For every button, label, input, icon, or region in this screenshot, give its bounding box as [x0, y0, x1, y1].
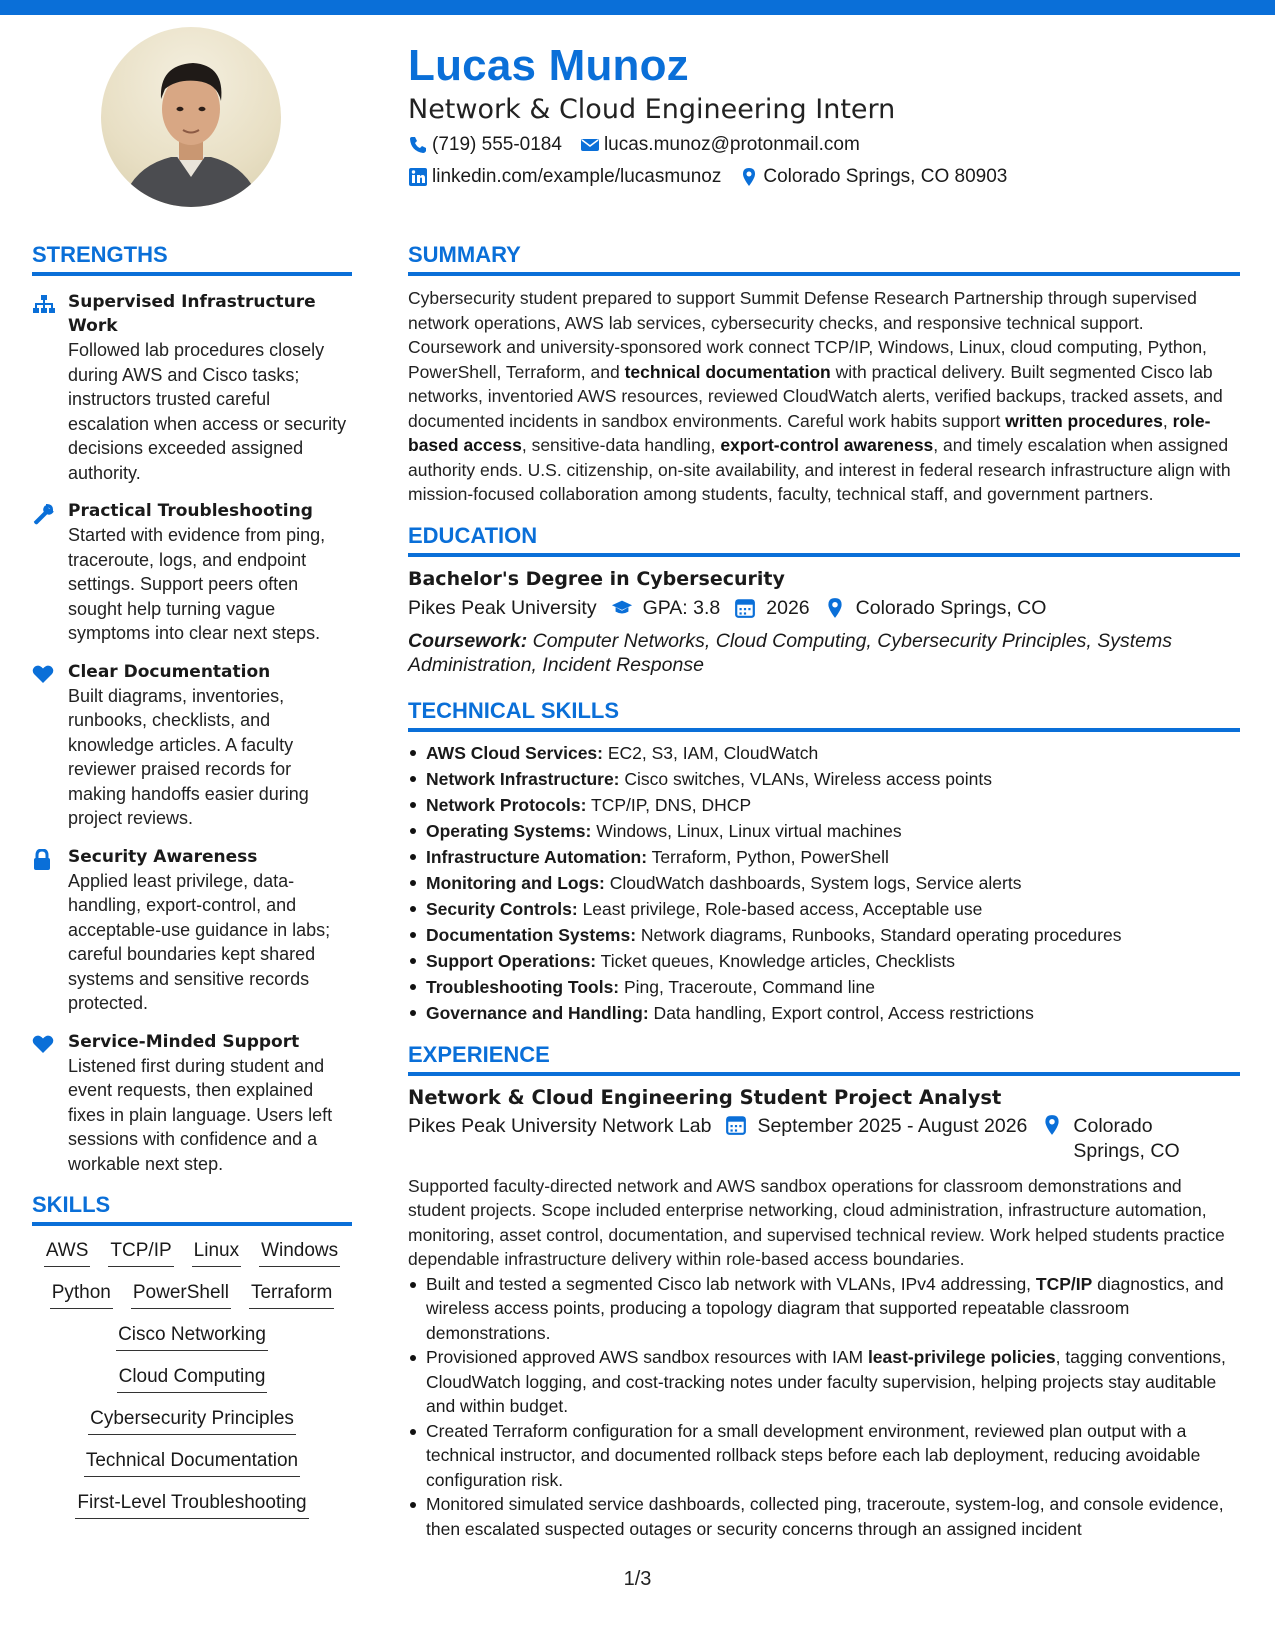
strength-item	[32, 660, 352, 831]
skill-tag: Cloud Computing	[117, 1364, 268, 1393]
strength-title: Security Awareness	[68, 846, 258, 867]
technical-skills-heading: TECHNICAL SKILLS	[408, 696, 1240, 732]
technical-skill-value: Least privilege, Role-based access, Acceptable use	[577, 898, 983, 919]
strength-desc: Listened first during student and event requests, then explained fixes in plain language. Users left sessions with confidence and a workable next step.	[68, 1055, 333, 1174]
summary-emphasis: export-control awareness	[720, 435, 934, 455]
linkedin-text: linkedin.com/example/lucasmunoz	[432, 166, 722, 187]
graduation-year	[734, 593, 809, 623]
right-column	[408, 240, 1240, 1541]
linkedin-icon	[408, 167, 428, 187]
strength-title: Practical Troubleshooting	[68, 501, 313, 521]
skill-tag: TCP/IP	[108, 1238, 173, 1267]
employer-text: Pikes Peak University Network Lab	[408, 1114, 712, 1137]
strengths-list	[32, 290, 352, 1176]
technical-skill-label: Troubleshooting Tools:	[426, 976, 620, 997]
technical-skill-item	[408, 974, 1240, 1000]
technical-skill-value: EC2, S3, IAM, CloudWatch	[603, 742, 819, 763]
phone-text: (719) 555-0184	[432, 134, 562, 155]
technical-skill-item	[408, 1000, 1240, 1026]
skill-tag: Windows	[259, 1238, 340, 1267]
experience-text: , tagging conventions, CloudWatch logging, and cost-tracking notes under faculty supervision, helping projects stay auditable and within budget.	[426, 1347, 1226, 1416]
job-description: Supported faculty-directed network and AWS sandbox operations for classroom demonstrations and student projects. Scope included enterprise networking, cloud administration, infrastructure automation, monitoring, asset control, documentation, and supervised technical review. Work helped students practice dependable infrastructure delivery within role-based access boundaries.	[408, 1175, 1225, 1269]
gpa-text: GPA: 3.8	[642, 596, 721, 619]
skill-tag: Linux	[192, 1238, 241, 1267]
skill-row	[32, 1490, 352, 1519]
left-column	[32, 240, 352, 1532]
experience-text: Created Terraform configuration for a small development environment, reviewed plan output with a technical instructor, and documented rollback steps before each lab deployment, reducing avoidable configuration risk.	[426, 1420, 1201, 1490]
strength-desc: Applied least privilege, data-handling, export-control, and acceptable-use guidance in labs; careful boundaries kept shared systems and sensitive records protected.	[68, 870, 331, 1013]
technical-skill-value: Ping, Traceroute, Command line	[619, 976, 875, 997]
strength-desc: Followed lab procedures closely during AWS and Cisco tasks; instructors trusted careful escalation when access or security decisions exceeded assigned authority.	[68, 340, 347, 483]
technical-skill-value: Data handling, Export control, Access restrictions	[648, 1002, 1034, 1023]
wrench-icon	[32, 503, 54, 525]
summary-part: , sensitive-data handling,	[521, 435, 721, 455]
summary-emphasis: technical documentation	[624, 361, 831, 382]
technical-skill-label: Security Controls:	[426, 898, 578, 919]
skill-tag: Python	[50, 1280, 113, 1309]
technical-skill-label: Governance and Handling:	[426, 1002, 649, 1023]
education-location-text: Colorado Springs, CO	[855, 596, 1047, 619]
summary-emphasis: written procedures	[1005, 410, 1163, 431]
technical-skill-value: Terraform, Python, PowerShell	[647, 846, 889, 867]
experience-bullet	[408, 1272, 1240, 1346]
calendar-icon	[725, 1114, 747, 1136]
technical-skill-item	[408, 870, 1240, 896]
skill-tag: Technical Documentation	[84, 1448, 300, 1477]
technical-skill-item	[408, 740, 1240, 766]
skill-row	[32, 1280, 352, 1309]
experience-emphasis: least-privilege policies	[867, 1347, 1056, 1367]
job-dates-text: September 2025 - August 2026	[757, 1114, 1028, 1137]
calendar-icon	[734, 597, 756, 619]
strength-title: Service-Minded Support	[68, 1031, 300, 1052]
technical-skill-label: Infrastructure Automation:	[426, 846, 648, 867]
experience-text: Monitored simulated service dashboards, collected ping, traceroute, system-log, and console evidence, then escalated suspected outages or security concerns through an assigned incident	[426, 1494, 1224, 1539]
profile-photo-illustration	[101, 27, 281, 207]
strength-item	[32, 1030, 352, 1177]
school-text: Pikes Peak University	[408, 596, 597, 619]
experience-bullet	[408, 1345, 1240, 1419]
sitemap-icon	[32, 294, 56, 314]
skill-row	[32, 1448, 352, 1477]
summary-part: Cybersecurity student prepared to support Summit Defense Research Partnership through supervised network operations, AWS lab services, cybersecurity checks, and responsive technical support. Coursework and university-sponsored work connect TCP/IP, Windows, Linux, cloud computing, Python, PowerShell, Terraform, and	[408, 288, 1207, 382]
heart-icon	[32, 1034, 54, 1054]
email-text: lucas.munoz@protonmail.com	[603, 134, 860, 155]
job-title: Network & Cloud Engineering Student Project Analyst	[408, 1085, 1002, 1109]
job-location-text: Colorado Springs, CO	[1073, 1114, 1180, 1162]
school-name	[408, 593, 597, 623]
email-contact[interactable]	[580, 130, 860, 160]
skill-tag: PowerShell	[131, 1280, 231, 1309]
technical-skill-label: Monitoring and Logs:	[426, 872, 605, 893]
candidate-role: Network & Cloud Engineering Intern	[408, 94, 896, 125]
skill-row	[32, 1322, 352, 1351]
job-location	[1041, 1114, 1183, 1164]
skill-tag: Cybersecurity Principles	[88, 1406, 296, 1435]
technical-skill-item	[408, 792, 1240, 818]
education-location	[824, 593, 1047, 623]
summary-emphasis: role-based access	[408, 410, 1211, 455]
degree-title: Bachelor's Degree in Cybersecurity	[408, 567, 785, 590]
skill-tag: AWS	[44, 1238, 91, 1267]
job-dates	[725, 1114, 1027, 1164]
page-number: 1/3	[623, 1568, 652, 1590]
skills-heading: SKILLS	[32, 1190, 352, 1226]
candidate-name: Lucas Munoz	[408, 41, 689, 90]
phone-contact	[408, 130, 562, 160]
skill-row	[32, 1364, 352, 1393]
resume-header	[408, 40, 1228, 192]
technical-skill-item	[408, 844, 1240, 870]
technical-skill-value: Ticket queues, Knowledge articles, Checklists	[596, 950, 956, 971]
heart-icon	[32, 664, 54, 684]
technical-skill-item	[408, 766, 1240, 792]
coursework-list: Computer Networks, Cloud Computing, Cybersecurity Principles, Systems Administration, Incident Response	[408, 629, 1173, 676]
coursework	[408, 629, 1240, 678]
experience-emphasis: TCP/IP	[1035, 1273, 1093, 1294]
education-meta	[408, 593, 1240, 623]
summary-heading: SUMMARY	[408, 240, 1240, 276]
strength-desc: Started with evidence from ping, traceroute, logs, and endpoint settings. Support peers often sought help turning vague symptoms into clear next steps.	[68, 525, 326, 643]
linkedin-contact[interactable]	[408, 162, 721, 192]
technical-skill-label: Network Infrastructure:	[426, 768, 620, 789]
technical-skill-value: Network diagrams, Runbooks, Standard operating procedures	[636, 924, 1122, 945]
strength-item	[32, 290, 352, 485]
summary-part: ,	[1162, 410, 1173, 431]
location-text: Colorado Springs, CO 80903	[763, 166, 1008, 187]
top-accent-bar	[0, 0, 1275, 15]
technical-skill-label: Operating Systems:	[426, 820, 592, 841]
location-contact	[739, 162, 1007, 192]
employer	[408, 1114, 711, 1164]
technical-skill-label: AWS Cloud Services:	[426, 742, 603, 763]
job-meta	[408, 1114, 1240, 1164]
experience-text: Built and tested a segmented Cisco lab network with VLANs, IPv4 addressing,	[426, 1273, 1036, 1294]
technical-skill-item	[408, 896, 1240, 922]
experience-bullet	[408, 1419, 1240, 1493]
technical-skill-label: Documentation Systems:	[426, 924, 637, 945]
skill-row	[32, 1406, 352, 1435]
year-text: 2026	[766, 596, 810, 619]
skill-row	[32, 1238, 352, 1267]
experience-bullet	[408, 1492, 1240, 1541]
technical-skill-item	[408, 922, 1240, 948]
strengths-heading: STRENGTHS	[32, 240, 352, 276]
phone-icon	[408, 135, 428, 155]
summary-text	[408, 286, 1240, 507]
technical-skill-item	[408, 818, 1240, 844]
experience-heading: EXPERIENCE	[408, 1040, 1240, 1076]
technical-skill-item	[408, 948, 1240, 974]
map-pin-icon	[1041, 1114, 1063, 1136]
strength-title: Clear Documentation	[68, 661, 271, 682]
strength-item	[32, 845, 352, 1016]
education-heading: EDUCATION	[408, 521, 1240, 557]
technical-skill-value: Cisco switches, VLANs, Wireless access points	[619, 768, 992, 789]
skills-cloud	[32, 1238, 352, 1519]
technical-skills-list	[408, 740, 1240, 1026]
skill-tag: Terraform	[249, 1280, 334, 1309]
strength-desc: Built diagrams, inventories, runbooks, checklists, and knowledge articles. A faculty reviewer praised records for making handoffs easier during project reviews.	[68, 685, 309, 828]
skill-tag: First-Level Troubleshooting	[75, 1490, 308, 1519]
map-pin-icon	[739, 167, 759, 187]
summary-part: , and timely escalation when assigned authority ends. U.S. citizenship, on-site availability, and interest in federal research infrastructure align with mission-focused collaboration among students, faculty, technical staff, and government partners.	[408, 435, 1231, 504]
technical-skill-label: Support Operations:	[426, 950, 597, 971]
envelope-icon	[580, 135, 600, 155]
technical-skill-value: Windows, Linux, Linux virtual machines	[591, 820, 902, 841]
lock-icon	[32, 849, 52, 871]
skill-tag: Cisco Networking	[116, 1322, 268, 1351]
technical-skill-value: TCP/IP, DNS, DHCP	[586, 794, 752, 815]
gpa	[611, 593, 721, 623]
coursework-label: Coursework:	[408, 629, 528, 652]
summary-part: with practical delivery. Built segmented Cisco lab networks, inventoried AWS resources, reviewed CloudWatch alerts, verified backups, tracked assets, and documented incidents in sandbox environments. Careful work habits support	[408, 361, 1223, 431]
strength-item	[32, 499, 352, 646]
strength-title: Supervised Infrastructure Work	[68, 292, 316, 336]
graduation-cap-icon	[611, 597, 633, 619]
experience-text: diagnostics, and wireless access points, producing a topology diagram that supported repeatable classroom demonstrations.	[426, 1273, 1224, 1343]
technical-skill-value: CloudWatch dashboards, System logs, Service alerts	[604, 872, 1022, 893]
profile-photo	[101, 27, 281, 207]
experience-bullets	[408, 1272, 1240, 1542]
contact-line-2	[408, 162, 1228, 192]
technical-skill-label: Network Protocols:	[426, 794, 587, 815]
experience-text: Provisioned approved AWS sandbox resources with IAM	[426, 1347, 868, 1367]
contact-line-1	[408, 130, 1228, 160]
map-pin-icon	[824, 597, 846, 619]
